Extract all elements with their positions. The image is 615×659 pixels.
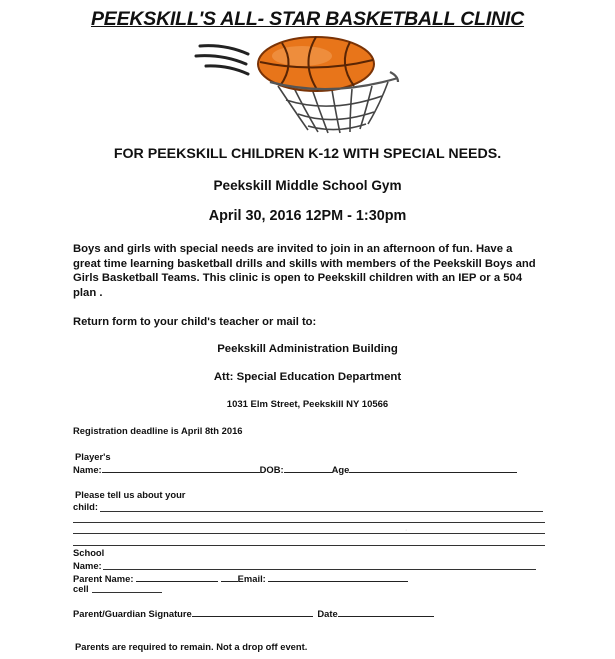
address-building: Peekskill Administration Building <box>217 343 398 355</box>
parent-row <box>73 571 408 584</box>
decorative-mark: · <box>405 527 408 534</box>
player-row <box>73 462 517 475</box>
cell-field[interactable] <box>92 592 162 593</box>
cell-label: cell <box>73 583 89 594</box>
email-label: Email: <box>237 573 266 584</box>
address-street: 1031 Elm Street, Peekskill NY 10566 <box>226 399 389 410</box>
email-field[interactable] <box>268 571 408 582</box>
dob-field[interactable] <box>284 462 332 473</box>
registration-deadline: Registration deadline is April 8th 2016 <box>73 425 243 436</box>
address-attention: Att: Special Education Department <box>213 371 402 383</box>
page-title: PEEKSKILL'S ALL- STAR BASKETBALL CLINIC <box>90 8 525 30</box>
date-label: Date <box>317 608 338 619</box>
basketball-hoop-icon <box>190 34 430 136</box>
signature-field[interactable] <box>192 606 313 617</box>
event-heading: FOR PEEKSKILL CHILDREN K-12 WITH SPECIAL NEEDS. <box>113 146 502 162</box>
school-label: School <box>73 547 105 558</box>
event-date-time: April 30, 2016 12PM - 1:30pm <box>208 208 407 224</box>
return-instructions: Return form to your child's teacher or mail to: <box>73 316 317 328</box>
child-label: child: <box>73 501 98 512</box>
child-field-line-3[interactable] <box>73 533 545 534</box>
dob-label: DOB: <box>259 464 284 475</box>
parent-name-field-gap <box>221 571 238 582</box>
child-field-line-4[interactable] <box>73 545 545 546</box>
tell-us-label: Please tell us about your <box>75 489 186 500</box>
player-name-label: Name: <box>73 464 102 475</box>
event-location: Peekskill Middle School Gym <box>213 178 402 193</box>
player-name-field[interactable] <box>102 462 260 473</box>
event-description: Boys and girls with special needs are invited to join in an afternoon of fun. Have a great time learning basketball drills and skills with members of the Peekskill Boys and Girls Basketball Teams. This clinic is open to Peekskill children with an IEP or a 504 plan . <box>73 243 536 299</box>
footer-note: Parents are required to remain. Not a drop off event. <box>75 641 308 652</box>
school-name-label: Name: <box>73 560 102 571</box>
age-label: Age <box>331 464 350 475</box>
age-field[interactable] <box>349 462 517 473</box>
player-label: Player's <box>75 451 111 462</box>
child-field-line-2[interactable] <box>73 522 545 523</box>
date-field[interactable] <box>338 606 434 617</box>
parent-name-field[interactable] <box>136 571 218 582</box>
parent-name-label: Parent Name: <box>73 573 134 584</box>
child-field-line-1[interactable] <box>100 511 543 512</box>
school-name-field[interactable] <box>103 569 536 570</box>
signature-label: Parent/Guardian Signature <box>73 608 192 619</box>
signature-row <box>73 606 434 619</box>
